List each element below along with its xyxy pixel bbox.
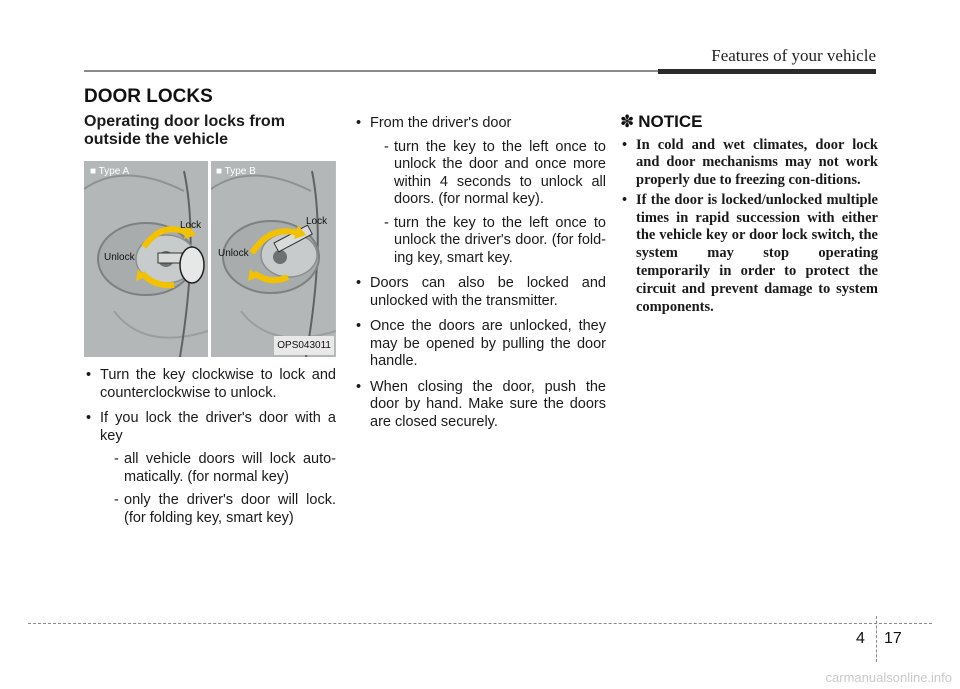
list-item [84,367,336,402]
list-item-text: Turn the key clockwise to lock and counterclockwise to unlock. [100,367,336,401]
sub-item: - only the driver's door will lock. (for folding key, smart key) [100,492,336,527]
list-item-text: Doors can also be locked and unlocked with the transmitter. [370,275,606,309]
list-item [354,318,606,371]
figure-label-type-a: ■ Type A [86,161,133,183]
figure-annotation-unlock-b: Unlock [218,248,249,259]
list-item [84,410,336,527]
list-item [354,379,606,432]
subsection-heading: Operating door locks from outside the vehicle [84,113,285,148]
header-title: Features of your vehicle [711,46,876,65]
header-rule-accent [658,69,876,74]
section-title: DOOR LOCKS [84,86,213,107]
list-item [354,115,606,267]
sub-item: - all vehicle doors will lock auto-matically. (for normal key) [100,451,336,486]
list-item-text: Once the doors are unlocked, they may be opened by pulling the door handle. [370,318,606,369]
notice-title: NOTICE [638,112,703,131]
list-item [354,275,606,310]
notice-list [620,137,878,317]
sub-item: - turn the key to the left once to unlock the driver's door. (for fold-ing key, smart key. [370,215,606,268]
instruction-list [84,367,336,527]
list-item-text: From the driver's door [370,115,512,131]
watermark: carmanualsonline.info [825,670,952,685]
notice-box [620,113,878,318]
list-item: • In cold and wet climates, door lock and door mechanisms may not work properly due to freezing con-ditions. [620,137,878,190]
list-item: • If the door is locked/unlocked multiple times in rapid succession with either the vehicle key or door lock switch, the system may stop operating temporarily in order to protect the circuit and prevent damage to system components. [620,192,878,317]
figure-annotation-unlock-a: Unlock [104,252,135,263]
footer-rule [28,623,932,624]
notice-star-icon: ✽ [620,112,635,131]
list-item-text: When closing the door, push the door by hand. Make sure the doors are closed securely. [370,378,606,430]
figure-annotation-lock-a: Lock [180,220,202,231]
column-2 [354,115,606,439]
page-number: 17 [884,630,902,647]
figure-divider [208,161,211,357]
chapter-number: 4 [856,630,865,647]
list-item-text: If you lock the driver's door with a key [100,410,336,444]
notice-heading [620,113,878,131]
footer-divider [876,616,877,662]
door-lock-figure [84,161,336,357]
figure-label-type-b: ■ Type B [212,161,260,183]
sub-item: - turn the key to the left once to unlock the door and once more within 4 seconds to unlock all doors. (for normal key). [370,139,606,209]
instruction-list [354,115,606,431]
column-1 [84,113,336,535]
figure-annotation-lock-b: Lock [306,216,328,227]
figure-code: OPS043011 [274,336,334,356]
